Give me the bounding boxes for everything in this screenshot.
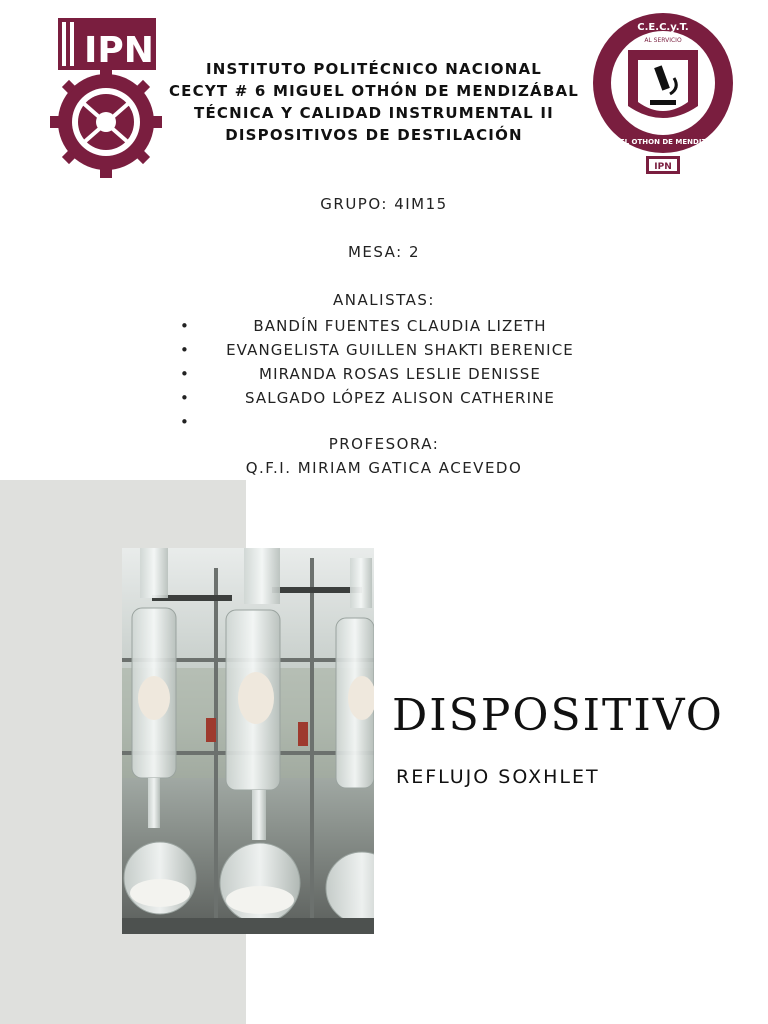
analyst-name: EVANGELISTA GUILLEN SHAKTI BERENICE bbox=[226, 341, 574, 359]
header-institution: INSTITUTO POLITÉCNICO NACIONAL bbox=[205, 60, 543, 78]
cecyt-base-text: IPN bbox=[654, 162, 672, 172]
cecyt-top-text: C.E.C.y.T. bbox=[637, 22, 689, 33]
list-item bbox=[180, 362, 620, 386]
bullet-icon: • bbox=[180, 413, 190, 431]
bullet-icon: • bbox=[180, 341, 190, 359]
list-item bbox=[180, 338, 620, 362]
professor-heading: PROFESORA: bbox=[328, 435, 440, 453]
analysts-heading: ANALISTAS: bbox=[333, 291, 435, 309]
group-label: GRUPO: 4IM15 bbox=[320, 195, 448, 213]
ipn-logo bbox=[48, 12, 164, 184]
header-school: CECYT # 6 MIGUEL OTHÓN DE MENDIZÁBAL bbox=[168, 82, 580, 100]
header-topic: DISPOSITIVOS DE DESTILACIÓN bbox=[225, 126, 523, 144]
soxhlet-apparatus-photo bbox=[122, 548, 374, 934]
cecyt-ring-center-text: AL SERVICIO bbox=[644, 37, 682, 44]
list-item bbox=[180, 410, 620, 434]
analyst-name: BANDÍN FUENTES CLAUDIA LIZETH bbox=[253, 317, 547, 335]
cecyt-ring-bottom-text: MIGUEL OTHON DE MENDIZABAL bbox=[598, 138, 728, 146]
table-label: MESA: 2 bbox=[347, 243, 421, 261]
ipn-logo-text: IPN bbox=[84, 30, 154, 71]
list-item bbox=[180, 386, 620, 410]
cecyt-logo bbox=[588, 8, 738, 178]
analyst-name: MIRANDA ROSAS LESLIE DENISSE bbox=[259, 365, 541, 383]
bullet-icon: • bbox=[180, 389, 190, 407]
bullet-icon: • bbox=[180, 365, 190, 383]
analyst-name: SALGADO LÓPEZ ALISON CATHERINE bbox=[244, 389, 556, 407]
list-item bbox=[180, 314, 620, 338]
bullet-icon: • bbox=[180, 317, 190, 335]
header-subject: TÉCNICA Y CALIDAD INSTRUMENTAL II bbox=[194, 104, 554, 122]
professor-name: Q.F.I. MIRIAM GATICA ACEVEDO bbox=[245, 459, 523, 477]
document-subtitle: REFLUJO SOXHLET bbox=[396, 766, 600, 788]
analysts-list bbox=[180, 314, 620, 434]
document-title: DISPOSITIVO bbox=[392, 690, 724, 741]
